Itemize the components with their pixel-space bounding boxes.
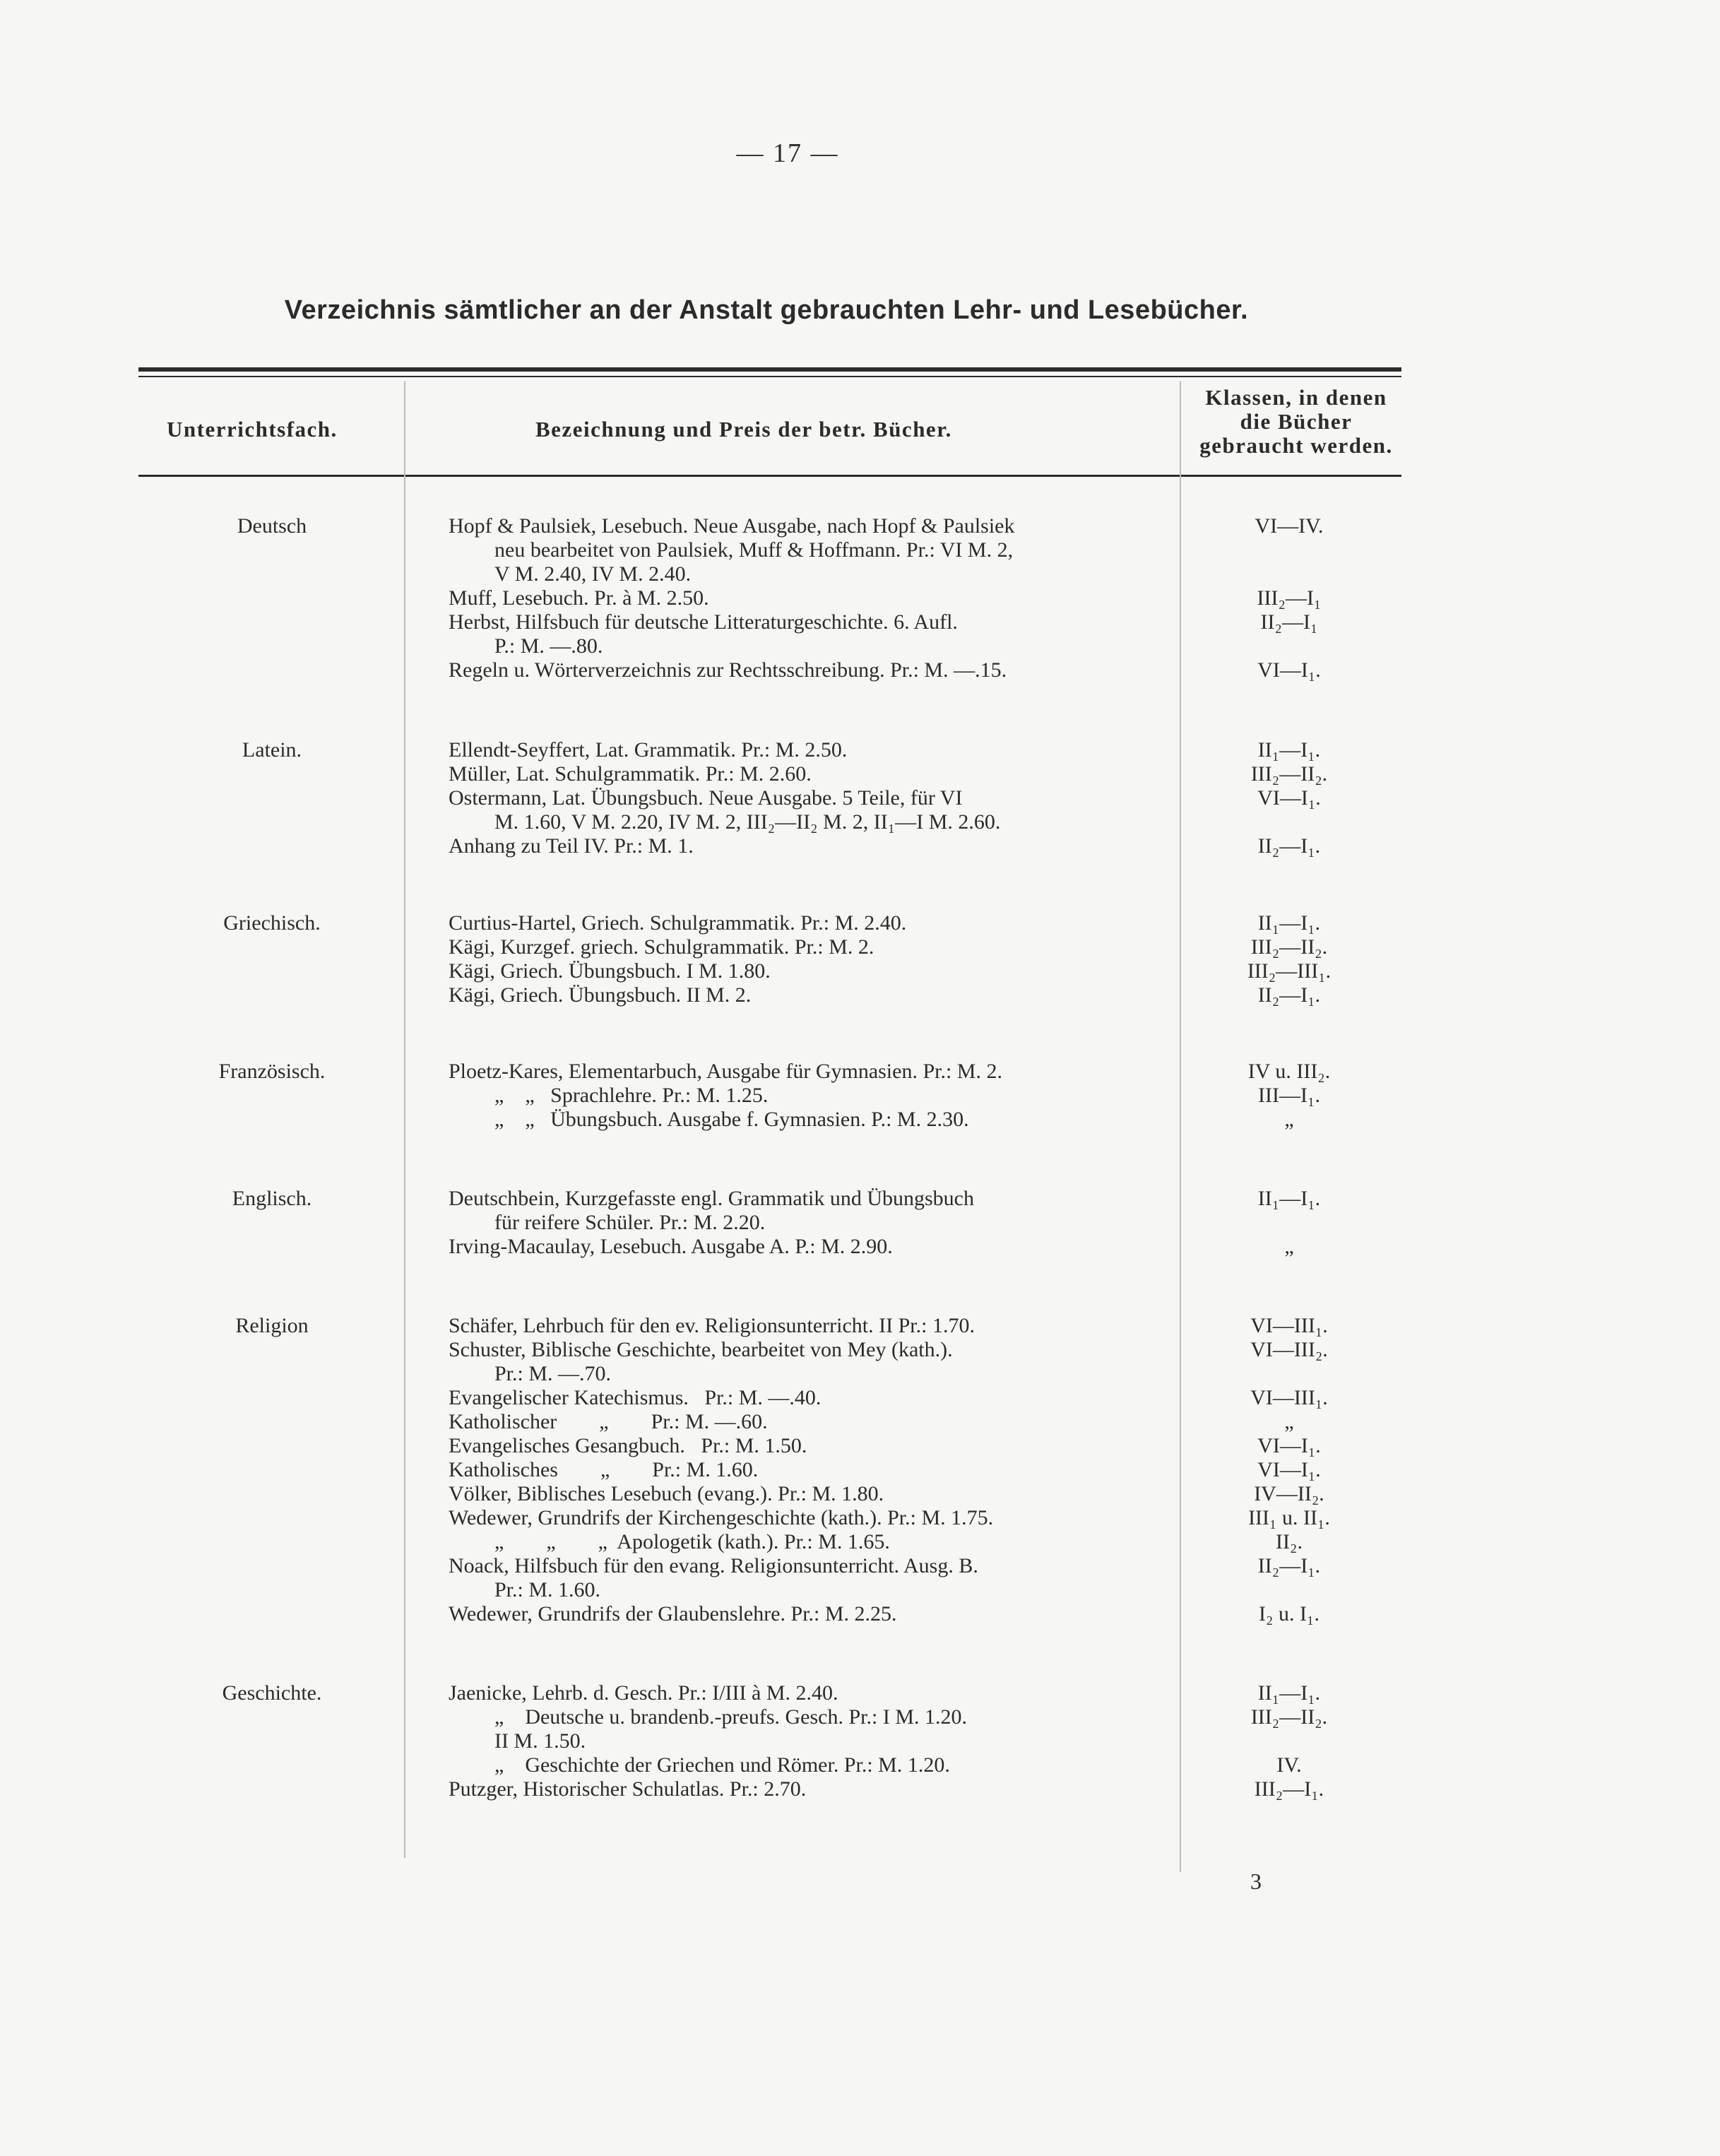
header-bottom-rule — [138, 475, 1401, 477]
book-entry-line: Jaenicke, Lehrb. d. Gesch. Pr.: I/III à M. 2.40. — [449, 1681, 838, 1705]
class-range: III₂—I₁ — [1257, 586, 1322, 610]
book-entry-line: Regeln u. Wörterverzeichnis zur Rechtsschreibung. Pr.: M. —.15. — [449, 658, 1007, 682]
subject-label: Religion — [235, 1314, 309, 1337]
class-range: II₂—I₁ — [1260, 610, 1318, 634]
book-entry-line: für reifere Schüler. Pr.: M. 2.20. — [494, 1211, 766, 1234]
class-range: II₂—I₁. — [1257, 834, 1321, 858]
book-entry-line: Anhang zu Teil IV. Pr.: M. 1. — [449, 834, 694, 858]
page-number: — 17 — — [736, 138, 839, 168]
class-range: II₁—I₁. — [1257, 738, 1321, 762]
book-entry-line: „ „ Übungsbuch. Ausgabe f. Gymnasien. P.: M. 2.30. — [494, 1108, 969, 1131]
header-classes-line3: gebraucht werden. — [1199, 433, 1393, 458]
header-classes — [1180, 386, 1413, 458]
class-range: „ — [1284, 1235, 1294, 1258]
book-entry-line: Kägi, Kurzgef. griech. Schulgrammatik. Pr.: M. 2. — [449, 935, 874, 959]
class-range: III₂—II₂. — [1250, 935, 1328, 959]
class-range: VI—IV. — [1255, 514, 1324, 538]
class-range: II₁—I₁. — [1257, 911, 1321, 935]
book-entry-line: Völker, Biblisches Lesebuch (evang.). Pr.: M. 1.80. — [449, 1482, 884, 1505]
book-entry-line: Müller, Lat. Schulgrammatik. Pr.: M. 2.60. — [449, 762, 812, 786]
book-entry-line: „ Geschichte der Griechen und Römer. Pr.: M. 1.20. — [494, 1753, 950, 1777]
class-range: II₁—I₁. — [1257, 1187, 1321, 1210]
page-title: Verzeichnis sämtlicher an der Anstalt gebrauchten Lehr- und Lesebücher. — [284, 295, 1249, 325]
book-entry-line: Katholisches „ Pr.: M. 1.60. — [449, 1458, 759, 1481]
class-range: VI—I₁. — [1257, 1434, 1321, 1457]
class-range: III₂—I₁. — [1254, 1777, 1324, 1801]
book-entry-line: Kägi, Griech. Übungsbuch. II M. 2. — [449, 983, 752, 1007]
book-entry-line: Pr.: M. —.70. — [494, 1362, 612, 1385]
subject-label: Deutsch — [237, 514, 307, 538]
class-range: II₂—I₁. — [1257, 1554, 1321, 1577]
column-divider-left — [404, 381, 405, 1858]
book-entry-line: Curtius-Hartel, Griech. Schulgrammatik. Pr.: M. 2.40. — [449, 911, 907, 935]
subject-label: Französisch. — [218, 1060, 326, 1083]
class-range: „ — [1284, 1410, 1294, 1433]
class-range: VI—I₁. — [1257, 786, 1321, 810]
subject-label: Geschichte. — [222, 1681, 322, 1705]
book-entry-line: neu bearbeitet von Paulsiek, Muff & Hoffmann. Pr.: VI M. 2, — [494, 538, 1014, 562]
book-entry-line: „ Deutsche u. brandenb.-preufs. Gesch. Pr.: I M. 1.20. — [494, 1705, 968, 1729]
book-entry-line: Putzger, Historischer Schulatlas. Pr.: 2.70. — [449, 1777, 807, 1801]
class-range: IV—II₂. — [1254, 1482, 1324, 1505]
class-range: III—I₁. — [1258, 1084, 1320, 1107]
book-entry-line: II M. 1.50. — [494, 1729, 586, 1753]
column-divider-right — [1180, 381, 1181, 1872]
book-entry-line: Pr.: M. 1.60. — [494, 1578, 601, 1601]
class-range: II₁—I₁. — [1257, 1681, 1321, 1705]
class-range: IV u. III₂. — [1247, 1060, 1331, 1083]
header-top-rule-thin — [138, 376, 1401, 377]
subject-label: Latein. — [242, 738, 302, 762]
book-entry-line: Noack, Hilfsbuch für den evang. Religionsunterricht. Ausg. B. — [449, 1554, 978, 1577]
class-range: „ — [1284, 1108, 1294, 1131]
class-range: IV. — [1276, 1753, 1302, 1777]
book-entry-line: Schuster, Biblische Geschichte, bearbeitet von Mey (kath.). — [449, 1338, 953, 1361]
book-entry-line: „ „ Sprachlehre. Pr.: M. 1.25. — [494, 1084, 769, 1107]
header-top-rule — [138, 367, 1401, 372]
class-range: VI—I₁. — [1257, 658, 1321, 682]
book-entry-line: Herbst, Hilfsbuch für deutsche Litteraturgeschichte. 6. Aufl. — [449, 610, 958, 634]
class-range: II₂. — [1276, 1530, 1303, 1553]
subject-label: Griechisch. — [223, 911, 321, 935]
class-range: VI—III₁. — [1250, 1314, 1328, 1337]
book-entry-line: P.: M. —.80. — [494, 634, 603, 658]
class-range: III₂—III₁. — [1247, 959, 1331, 983]
book-entry-line: V M. 2.40, IV M. 2.40. — [494, 562, 692, 586]
class-range: II₂—I₁. — [1257, 983, 1321, 1007]
book-entry-line: Schäfer, Lehrbuch für den ev. Religionsunterricht. II Pr.: 1.70. — [449, 1314, 975, 1337]
book-entry-line: Wedewer, Grundrifs der Kirchengeschichte (kath.). Pr.: M. 1.75. — [449, 1506, 994, 1529]
book-entry-line: Evangelisches Gesangbuch. Pr.: M. 1.50. — [449, 1434, 807, 1457]
header-classes-line2: die Bücher — [1240, 409, 1353, 434]
book-entry-line: Ellendt-Seyffert, Lat. Grammatik. Pr.: M. 2.50. — [449, 738, 848, 762]
header-subject: Unterrichtsfach. — [167, 417, 338, 442]
footer-page-number: 3 — [1250, 1868, 1262, 1894]
book-entry-line: Muff, Lesebuch. Pr. à M. 2.50. — [449, 586, 709, 610]
subject-label: Englisch. — [232, 1187, 312, 1210]
class-range: VI—III₂. — [1250, 1338, 1328, 1361]
book-entry-line: Ploetz-Kares, Elementarbuch, Ausgabe für Gymnasien. Pr.: M. 2. — [449, 1060, 1002, 1083]
book-entry-line: Katholischer „ Pr.: M. —.60. — [449, 1410, 768, 1433]
class-range: I₂ u. I₁. — [1259, 1602, 1319, 1625]
book-entry-line: Deutschbein, Kurzgefasste engl. Grammatik und Übungsbuch — [449, 1187, 974, 1210]
book-entry-line: M. 1.60, V M. 2.20, IV M. 2, III₂—II₂ M. 2, II₁—I M. 2.60. — [494, 810, 1001, 834]
book-entry-line: Hopf & Paulsiek, Lesebuch. Neue Ausgabe, nach Hopf & Paulsiek — [449, 514, 1015, 538]
class-range: VI—I₁. — [1257, 1458, 1321, 1481]
header-classes-line1: Klassen, in denen — [1205, 385, 1387, 410]
class-range: III₁ u. II₁. — [1248, 1506, 1330, 1529]
book-entry-line: Irving-Macaulay, Lesebuch. Ausgabe A. P.: M. 2.90. — [449, 1235, 893, 1258]
class-range: VI—III₁. — [1250, 1386, 1328, 1409]
class-range: III₂—II₂. — [1250, 1705, 1328, 1729]
book-entry-line: Kägi, Griech. Übungsbuch. I M. 1.80. — [449, 959, 771, 983]
book-entry-line: Ostermann, Lat. Übungsbuch. Neue Ausgabe. 5 Teile, für VI — [449, 786, 963, 810]
book-entry-line: „ „ „ Apologetik (kath.). Pr.: M. 1.65. — [494, 1530, 890, 1553]
class-range: III₂—II₂. — [1250, 762, 1328, 786]
header-books: Bezeichnung und Preis der betr. Bücher. — [535, 417, 952, 442]
book-entry-line: Evangelischer Katechismus. Pr.: M. —.40. — [449, 1386, 822, 1409]
book-entry-line: Wedewer, Grundrifs der Glaubenslehre. Pr.: M. 2.25. — [449, 1602, 897, 1625]
